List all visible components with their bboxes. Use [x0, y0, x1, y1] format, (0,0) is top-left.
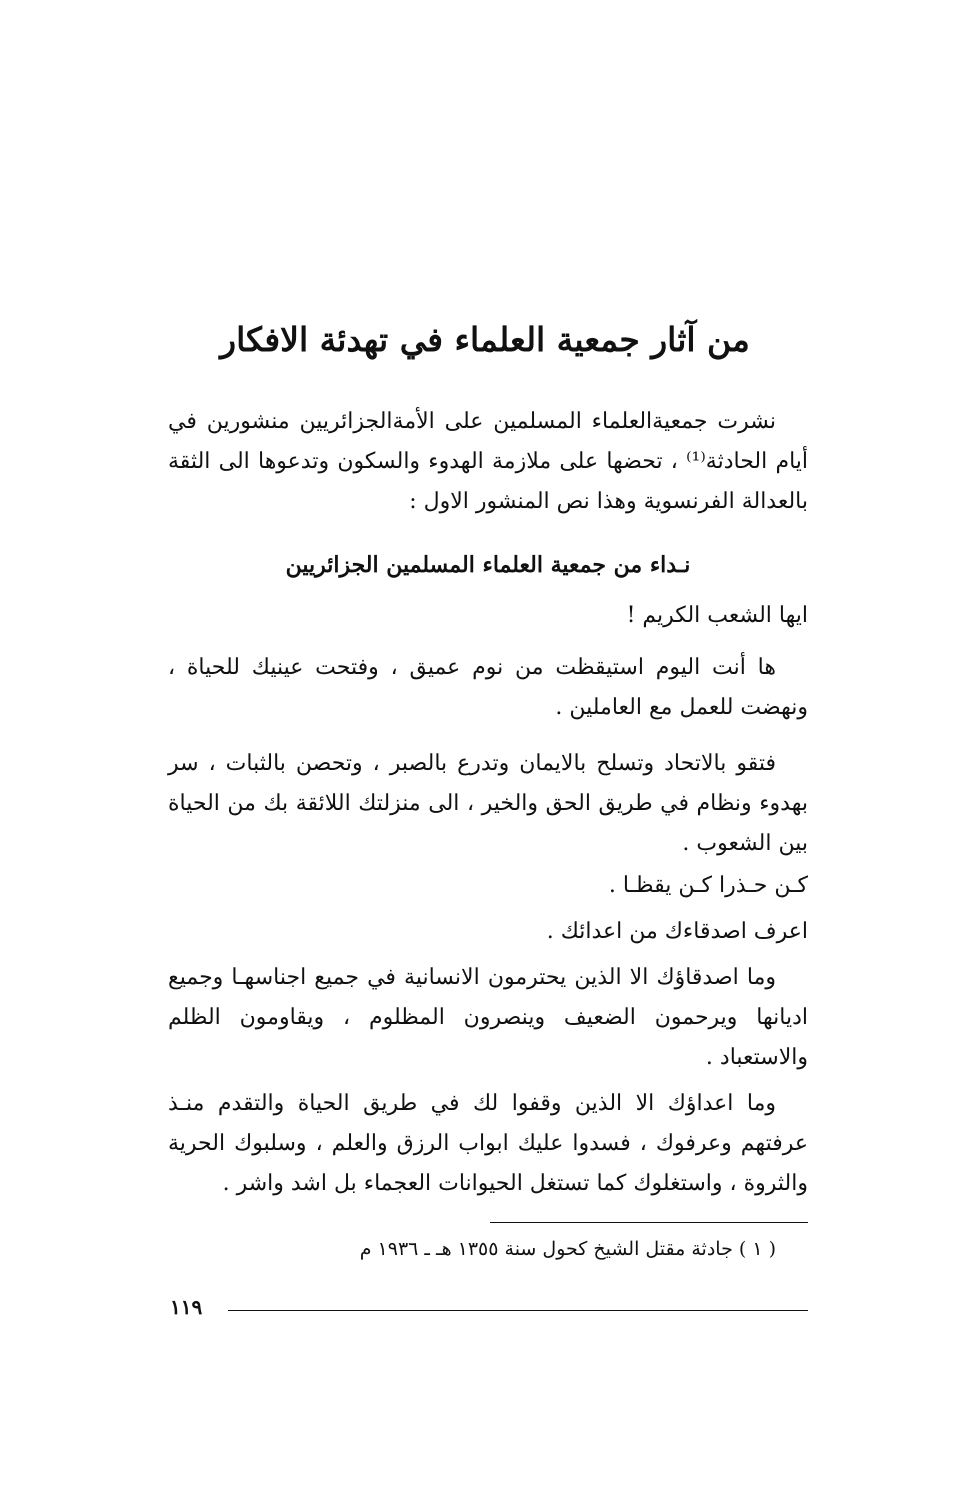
page-number: ١١٩ — [170, 1295, 203, 1319]
paragraph-1: ها أنت اليوم استيقظت من نوم عميق ، وفتحت عينيك للحياة ، ونهضت للعمل مع العاملين . — [168, 655, 808, 720]
footnote-divider — [490, 1222, 808, 1223]
footnote: ( ١ ) جادثة مقتل الشيخ كحول سنة ١٣٥٥ هـ ـ ١٩٣٦ م — [359, 1238, 776, 1260]
proclamation-heading: نـداء من جمعية العلماء المسلمين الجزائريين — [285, 552, 691, 578]
paragraph-2: فتقو بالاتحاد وتسلح بالايمان وتدرع بالصبر ، وتحصن بالثبات ، سر بهدوء ونظام في طريق الحق والخير ، الى منزلتك اللائقة بك من الحياة بين الشعوب . — [168, 751, 808, 856]
page-number-rule — [228, 1310, 808, 1311]
slogan-line-1: كـن حـذرا كـن يقظـا . — [608, 873, 808, 898]
paragraph-4: وما اعداؤك الا الذين وقفوا لك في طريق الحياة والتقدم منـذ عرفتهم وعرفوك ، فسدوا عليك ابواب الرزق والعلم ، وسلبوك الحرية والثروة ، واستغلوك كما تستغل الحيوانات العجماء بل اشد واشر . — [168, 1091, 808, 1196]
intro-paragraph: نشرت جمعيةالعلماء المسلمين على الأمةالجزائريين منشورين في أيام الحادثة⁽¹⁾ ، تحضها على ملازمة الهدوء والسكون وتدعوها الى الثقة بالعدالة الفرنسوية وهذا نص المنشور الاول : — [168, 409, 809, 514]
page-title: من آثار جمعية العلماء في تهدئة الافكار — [220, 320, 750, 359]
salutation-line: ايها الشعب الكريم ! — [626, 603, 808, 628]
slogan-line-2: اعرف اصدقاءك من اعدائك . — [546, 919, 808, 944]
paragraph-3: وما اصدقاؤك الا الذين يحترمون الانسانية في جميع اجناسهـا وجميع اديانها ويرحمون الضعيف وينصرون المظلوم ، ويقاومون الظلم والاستعباد . — [168, 965, 808, 1070]
